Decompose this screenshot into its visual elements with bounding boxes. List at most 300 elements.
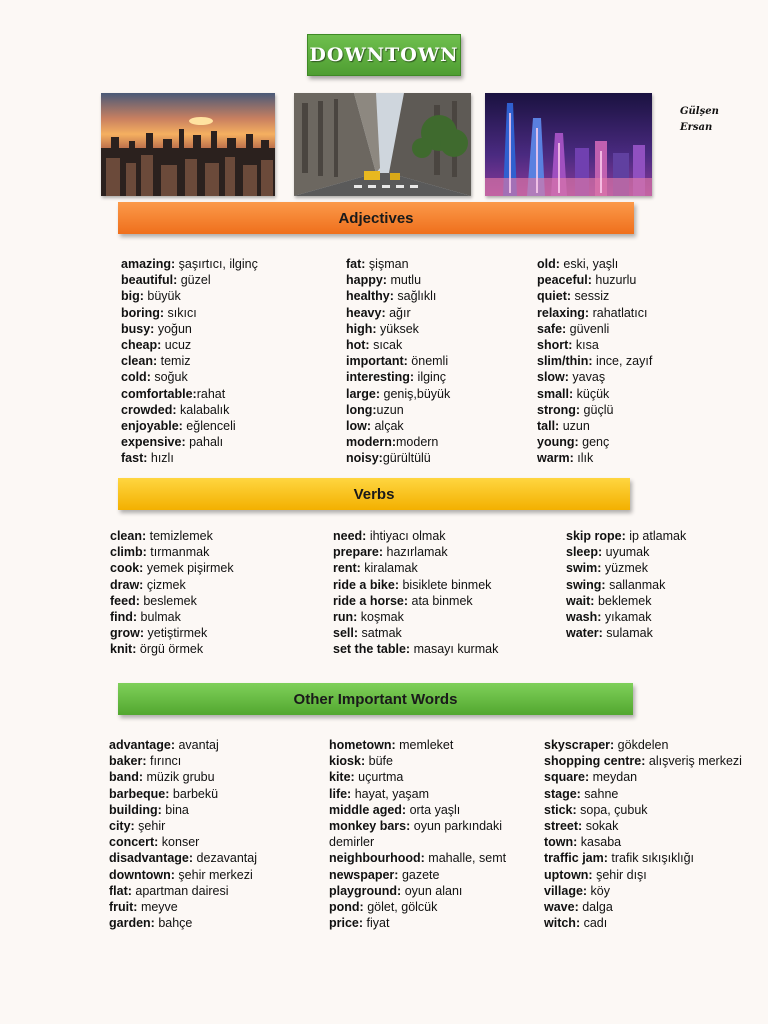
vocab-term: hometown: [329, 738, 396, 752]
vocab-entry [109, 802, 257, 818]
verbs-col-1 [110, 528, 234, 658]
vocab-term: village: [544, 883, 588, 898]
vocab-translation: gürültülü [382, 451, 431, 466]
vocab-entry [537, 450, 652, 466]
vocab-translation: avantaj [175, 738, 219, 752]
vocab-translation: eski, yaşlı [559, 257, 619, 271]
vocab-translation: uzun [376, 402, 404, 417]
vocab-term: band: [109, 770, 144, 785]
other-words-heading: Other Important Words [118, 683, 633, 715]
vocab-term: comfortable: [121, 386, 197, 401]
vocab-term: sell: [333, 626, 359, 641]
vocab-entry [110, 544, 234, 560]
vocab-entry [110, 560, 234, 576]
vocab-translation: soğuk [150, 370, 188, 385]
vocab-term: sleep: [566, 545, 603, 560]
vocab-term: cold: [121, 370, 151, 385]
vocab-translation: güvenli [566, 321, 610, 336]
vocab-translation: küçük [573, 386, 610, 401]
vocab-term: fast: [121, 451, 148, 466]
vocab-translation: yoğun [154, 321, 192, 336]
vocab-entry [109, 786, 257, 802]
other-words-col-3 [544, 737, 742, 931]
vocab-translation: genç [578, 435, 610, 450]
vocab-entry [537, 321, 652, 337]
vocab-term: busy: [121, 321, 155, 336]
vocab-entry [346, 386, 450, 402]
vocab-term: clean: [121, 354, 158, 369]
vocab-entry [329, 899, 519, 915]
vocab-term: fat: [346, 257, 366, 271]
vocab-entry [110, 609, 234, 625]
vocab-entry [333, 641, 498, 657]
verbs-heading: Verbs [118, 478, 630, 510]
vocab-entry [121, 369, 258, 385]
vocab-term: uptown: [544, 867, 593, 882]
vocab-entry [544, 834, 742, 850]
vocab-term: cook: [110, 561, 144, 576]
vocab-term: ride a bike: [333, 577, 399, 592]
vocab-entry [333, 560, 498, 576]
vocab-entry [537, 386, 652, 402]
vocab-entry [566, 560, 686, 576]
vocab-entry [109, 883, 257, 899]
vocab-term: life: [329, 786, 352, 801]
vocab-entry [109, 915, 257, 931]
vocab-entry [544, 786, 742, 802]
vocab-term: warm: [537, 451, 574, 466]
adjectives-heading: Adjectives [118, 202, 634, 234]
vocab-term: enjoyable: [121, 419, 183, 434]
vocab-entry [537, 434, 652, 450]
vocab-term: shopping centre: [544, 754, 646, 769]
vocab-translation: dezavantaj [193, 851, 257, 866]
vocab-term: interesting: [346, 370, 415, 385]
vocab-translation: alışveriş merkezi [645, 754, 742, 769]
vocab-translation: bulmak [137, 610, 181, 625]
vocab-entry [109, 867, 257, 883]
vocab-translation: yüzmek [601, 561, 648, 576]
vocab-term: garden: [109, 916, 155, 931]
vocab-term: strong: [537, 402, 581, 417]
vocab-translation: şehir dışı [592, 867, 647, 882]
vocab-translation: geniş,büyük [380, 386, 451, 401]
vocab-term: modern: [346, 435, 396, 450]
vocab-entry [346, 402, 450, 418]
vocab-translation: rahat [196, 386, 226, 401]
vocab-translation: örgü örmek [136, 642, 204, 657]
vocab-term: water: [566, 626, 603, 641]
vocab-translation: temizlemek [146, 529, 213, 543]
vocab-translation: tırmanmak [146, 545, 210, 560]
vocab-term: wave: [544, 900, 579, 915]
vocab-translation: bina [161, 802, 189, 817]
vocab-translation: satmak [358, 626, 402, 641]
vocab-translation: sopa, çubuk [576, 802, 648, 817]
vocab-translation: güzel [177, 273, 211, 288]
vocab-entry [346, 305, 450, 321]
vocab-translation: güçlü [580, 402, 614, 417]
adjectives-col-1 [121, 256, 258, 467]
vocab-translation: kiralamak [360, 561, 418, 576]
vocab-term: wash: [566, 610, 602, 625]
vocab-translation: alçak [371, 419, 404, 434]
vocab-entry [346, 272, 450, 288]
vocab-translation: dalga [578, 900, 613, 915]
vocab-translation: sahne [580, 786, 619, 801]
vocab-term: skyscraper: [544, 738, 615, 752]
vocab-entry [544, 850, 742, 866]
vocab-entry [566, 625, 686, 641]
vocab-entry [121, 321, 258, 337]
vocab-term: ride a horse: [333, 593, 409, 608]
vocab-term: healthy: [346, 289, 394, 304]
vocab-term: advantage: [109, 738, 175, 752]
vocab-term: skip rope: [566, 529, 626, 543]
vocab-translation: sallanmak [605, 577, 666, 592]
vocab-term: young: [537, 435, 579, 450]
vocab-translation: gazete [398, 867, 440, 882]
vocab-translation: ağır [385, 305, 411, 320]
vocab-term: town: [544, 835, 578, 850]
vocab-term: city: [109, 819, 135, 834]
vocab-entry [121, 434, 258, 450]
vocab-term: clean: [110, 529, 147, 543]
vocab-term: small: [537, 386, 574, 401]
vocab-term: playground: [329, 883, 402, 898]
vocab-translation: hayat, yaşam [351, 786, 430, 801]
vocab-entry [109, 899, 257, 915]
vocab-term: square: [544, 770, 590, 785]
vocab-term: long: [346, 402, 377, 417]
vocab-term: large: [346, 386, 381, 401]
vocab-term: stick: [544, 802, 577, 817]
vocab-entry [537, 256, 652, 272]
vocab-translation: bisiklete binmek [399, 577, 492, 592]
vocab-translation: beklemek [594, 593, 652, 608]
vocab-entry [346, 418, 450, 434]
vocab-translation: önemli [407, 354, 449, 369]
vocab-translation: uyumak [602, 545, 650, 560]
vocab-term: peaceful: [537, 273, 592, 288]
vocab-translation: koşmak [357, 610, 404, 625]
vocab-translation: şehir merkezi [174, 867, 253, 882]
vocab-term: newspaper: [329, 867, 399, 882]
vocab-term: climb: [110, 545, 147, 560]
vocab-entry [544, 769, 742, 785]
vocab-term: swing: [566, 577, 606, 592]
vocab-entry [346, 450, 450, 466]
vocab-term: low: [346, 419, 371, 434]
other-words-col-2 [329, 737, 519, 931]
vocab-translation: şaşırtıcı, ilginç [175, 257, 258, 271]
vocab-term: important: [346, 354, 408, 369]
vocab-translation: hazırlamak [383, 545, 448, 560]
vocab-term: middle aged: [329, 802, 407, 817]
vocab-term: rent: [333, 561, 361, 576]
vocab-translation: kısa [572, 338, 599, 353]
city-street-photo [294, 93, 471, 196]
vocab-translation: mahalle, semt [424, 851, 507, 866]
vocab-entry [333, 544, 498, 560]
vocab-term: big: [121, 289, 144, 304]
vocab-translation: sağlıklı [393, 289, 437, 304]
vocab-term: beautiful: [121, 273, 178, 288]
night-skyline-photo [485, 93, 652, 196]
vocab-translation: orta yaşlı [406, 802, 461, 817]
vocab-term: feed: [110, 593, 140, 608]
vocab-term: find: [110, 610, 138, 625]
vocab-entry [537, 418, 652, 434]
vocab-translation: şehir [134, 819, 166, 834]
vocab-term: street: [544, 819, 583, 834]
vocab-entry [346, 256, 450, 272]
vocab-entry [109, 818, 257, 834]
vocab-translation: mutlu [386, 273, 422, 288]
vocab-term: cheap: [121, 338, 162, 353]
vocab-translation: oyun alanı [401, 883, 463, 898]
vocab-entry [544, 818, 742, 834]
vocab-term: set the table: [333, 642, 411, 657]
vocab-term: traffic jam: [544, 851, 608, 866]
vocab-entry [110, 593, 234, 609]
vocab-term: price: [329, 916, 364, 931]
vocab-term: tall: [537, 419, 560, 434]
vocab-entry [329, 802, 519, 818]
vocab-term: flat: [109, 883, 132, 898]
vocab-entry [566, 528, 686, 544]
vocab-term: pond: [329, 900, 364, 915]
vocab-entry [544, 899, 742, 915]
vocab-entry [110, 625, 234, 641]
vocab-translation: sulamak [602, 626, 653, 641]
vocab-term: high: [346, 321, 377, 336]
vocab-translation: sokak [582, 819, 619, 834]
vocab-term: slim/thin: [537, 354, 593, 369]
vocab-entry [566, 544, 686, 560]
vocab-translation: yavaş [568, 370, 606, 385]
vocab-term: barbeque: [109, 786, 170, 801]
vocab-translation: ihtiyacı olmak [366, 529, 446, 543]
vocab-entry [121, 288, 258, 304]
vocab-entry [566, 593, 686, 609]
vocab-entry [329, 867, 519, 883]
vocab-translation: yıkamak [601, 610, 652, 625]
vocab-entry [537, 288, 652, 304]
vocab-entry [566, 577, 686, 593]
vocab-translation: meyve [137, 900, 178, 915]
vocab-term: happy: [346, 273, 387, 288]
vocab-term: hot: [346, 338, 370, 353]
vocab-term: quiet: [537, 289, 572, 304]
vocab-translation: bahçe [154, 916, 193, 931]
vocab-translation: yetiştirmek [144, 626, 208, 641]
vocab-entry [537, 337, 652, 353]
vocab-entry [109, 753, 257, 769]
vocab-translation: büfe [365, 754, 393, 769]
vocab-entry [333, 625, 498, 641]
vocab-translation: ata binmek [408, 593, 473, 608]
vocab-translation: masayı kurmak [410, 642, 499, 657]
vocab-translation: trafik sıkışıklığı [607, 851, 695, 866]
vocab-translation: barbekü [169, 786, 219, 801]
verbs-col-2 [333, 528, 498, 658]
vocab-entry [110, 577, 234, 593]
vocab-translation: müzik grubu [143, 770, 215, 785]
vocab-entry [333, 577, 498, 593]
vocab-entry [329, 786, 519, 802]
vocab-entry [121, 386, 258, 402]
vocab-entry [537, 305, 652, 321]
author-name: Gülşen Ersan [680, 106, 719, 133]
vocab-translation: beslemek [139, 593, 197, 608]
vocab-term: safe: [537, 321, 567, 336]
vocab-entry [537, 353, 652, 369]
vocab-entry [329, 915, 519, 931]
vocab-entry [346, 321, 450, 337]
vocab-entry [537, 272, 652, 288]
vocab-translation: konser [158, 835, 200, 850]
vocab-term: old: [537, 257, 560, 271]
vocab-translation: yüksek [376, 321, 419, 336]
vocab-entry [333, 609, 498, 625]
vocab-entry [121, 353, 258, 369]
vocab-entry [544, 737, 742, 753]
vocab-translation: fırıncı [146, 754, 182, 769]
vocab-translation: hızlı [147, 451, 174, 466]
vocab-entry [121, 272, 258, 288]
vocab-entry [333, 593, 498, 609]
vocab-translation: kalabalık [176, 402, 230, 417]
adjectives-col-2 [346, 256, 450, 467]
vocab-term: draw: [110, 577, 144, 592]
vocab-entry [329, 818, 519, 850]
vocab-translation: uçurtma [354, 770, 404, 785]
vocab-translation: cadı [580, 916, 608, 931]
vocab-entry [537, 402, 652, 418]
vocab-entry [544, 915, 742, 931]
vocab-entry [537, 369, 652, 385]
vocab-translation: sıcak [369, 338, 403, 353]
vocab-entry [346, 369, 450, 385]
vocab-term: neighbourhood: [329, 851, 425, 866]
vocab-term: swim: [566, 561, 602, 576]
vocab-term: knit: [110, 642, 137, 657]
vocab-entry [121, 305, 258, 321]
vocab-entry [346, 434, 450, 450]
vocab-term: amazing: [121, 257, 176, 271]
vocab-entry [544, 883, 742, 899]
other-words-col-1 [109, 737, 257, 931]
vocab-translation: oyun parkındaki demirler [329, 819, 503, 850]
vocab-entry [544, 867, 742, 883]
vocab-translation: modern [396, 435, 439, 450]
vocab-translation: meydan [589, 770, 638, 785]
vocab-term: run: [333, 610, 358, 625]
vocab-term: heavy: [346, 305, 386, 320]
vocab-translation: ince, zayıf [592, 354, 653, 369]
vocab-translation: ılık [573, 451, 594, 466]
vocab-term: relaxing: [537, 305, 590, 320]
vocab-term: noisy: [346, 451, 383, 466]
vocab-translation: pahalı [185, 435, 224, 450]
vocab-term: disadvantage: [109, 851, 194, 866]
vocab-entry [109, 834, 257, 850]
vocab-entry [109, 737, 257, 753]
vocab-term: baker: [109, 754, 147, 769]
vocab-entry [109, 850, 257, 866]
skyline-sunset-photo [101, 93, 275, 196]
vocab-term: fruit: [109, 900, 138, 915]
adjectives-col-3 [537, 256, 652, 467]
vocab-translation: uzun [559, 419, 590, 434]
vocab-translation: köy [587, 883, 611, 898]
vocab-term: expensive: [121, 435, 186, 450]
vocab-translation: apartman dairesi [131, 883, 229, 898]
vocab-term: need: [333, 529, 367, 543]
vocab-entry [329, 737, 519, 753]
vocab-translation: sıkıcı [164, 305, 197, 320]
vocab-entry [121, 256, 258, 272]
vocab-translation: kasaba [577, 835, 622, 850]
vocab-term: witch: [544, 916, 581, 931]
vocab-translation: ip atlamak [625, 529, 687, 543]
vocab-entry [329, 769, 519, 785]
verbs-col-3 [566, 528, 686, 641]
vocab-term: stage: [544, 786, 581, 801]
vocab-translation: büyük [143, 289, 181, 304]
vocab-entry [109, 769, 257, 785]
vocab-entry [544, 753, 742, 769]
vocab-translation: huzurlu [591, 273, 637, 288]
vocab-translation: şişman [365, 257, 409, 271]
vocab-translation: eğlenceli [182, 419, 236, 434]
vocab-entry [329, 850, 519, 866]
vocab-term: building: [109, 802, 162, 817]
vocab-term: downtown: [109, 867, 175, 882]
vocab-term: wait: [566, 593, 595, 608]
vocab-term: slow: [537, 370, 569, 385]
vocab-translation: memleket [395, 738, 454, 752]
vocab-term: boring: [121, 305, 165, 320]
vocab-entry [110, 641, 234, 657]
vocab-entry [121, 450, 258, 466]
vocab-entry [121, 402, 258, 418]
vocab-term: short: [537, 338, 573, 353]
vocab-translation: ucuz [161, 338, 192, 353]
page-title: DOWNTOWN [307, 34, 461, 76]
vocab-entry [544, 802, 742, 818]
vocab-translation: gökdelen [614, 738, 669, 752]
vocab-translation: sessiz [571, 289, 610, 304]
vocab-translation: ilginç [414, 370, 447, 385]
vocab-entry [346, 353, 450, 369]
vocab-entry [329, 883, 519, 899]
vocab-translation: gölet, gölcük [363, 900, 438, 915]
vocab-entry [121, 418, 258, 434]
vocab-translation: çizmek [143, 577, 186, 592]
vocab-term: concert: [109, 835, 159, 850]
vocab-translation: fiyat [363, 916, 390, 931]
vocab-entry [329, 753, 519, 769]
vocab-translation: temiz [157, 354, 191, 369]
vocab-entry [333, 528, 498, 544]
vocab-term: monkey bars: [329, 819, 411, 834]
vocab-term: crowded: [121, 402, 177, 417]
vocab-translation: yemek pişirmek [143, 561, 234, 576]
vocab-entry [346, 288, 450, 304]
vocab-term: kite: [329, 770, 355, 785]
